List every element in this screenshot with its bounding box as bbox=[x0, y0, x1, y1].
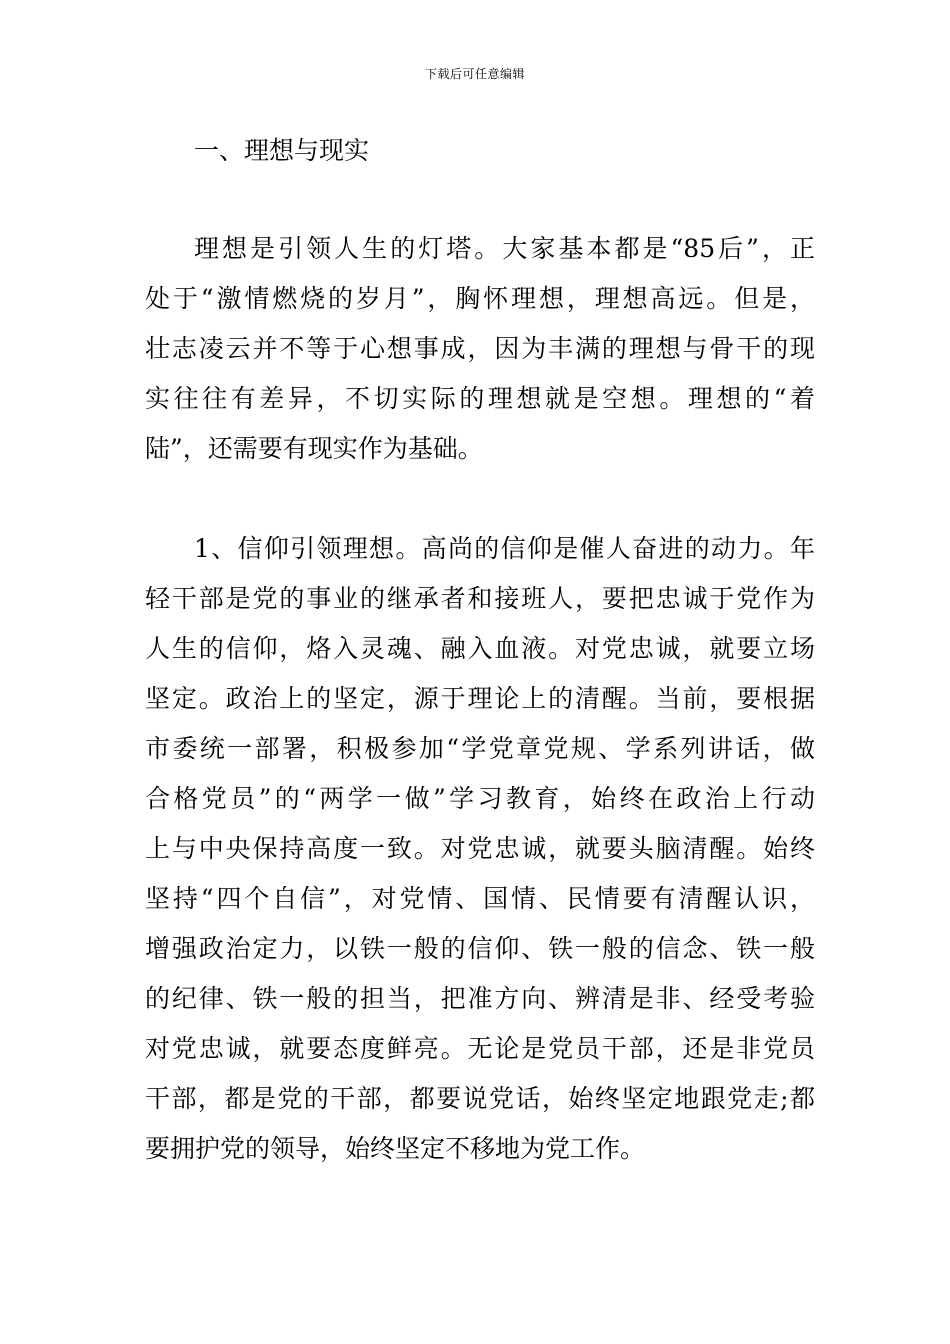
paragraph-ideal-lighthouse bbox=[145, 224, 815, 474]
paragraph-line: 坚持“四个自信”，对党情、国情、民情要有清醒认识， bbox=[145, 884, 815, 913]
paragraph-line: 处于“激情燃烧的岁月”，胸怀理想，理想高远。但是， bbox=[145, 284, 815, 313]
paragraph-line: 市委统一部署，积极参加“学党章党规、学系列讲话，做 bbox=[145, 734, 815, 763]
paragraph-line: 理想是引领人生的灯塔。大家基本都是“85后”，正 bbox=[194, 234, 815, 263]
paragraph-faith-leads-ideal bbox=[145, 524, 815, 1174]
paragraph-line: 上与中央保持高度一致。对党忠诚，就要头脑清醒。始终 bbox=[145, 834, 815, 863]
paragraph-line: 干部，都是党的干部，都要说党话，始终坚定地跟党走;都 bbox=[145, 1084, 815, 1113]
paragraph-line: 人生的信仰，烙入灵魂、融入血液。对党忠诚，就要立场 bbox=[145, 634, 815, 663]
paragraph-line: 要拥护党的领导，始终坚定不移地为党工作。 bbox=[145, 1134, 646, 1163]
paragraph-line: 坚定。政治上的坚定，源于理论上的清醒。当前，要根据 bbox=[145, 684, 815, 713]
paragraph-line: 合格党员”的“两学一做”学习教育，始终在政治上行动 bbox=[145, 784, 815, 813]
section-heading: 一、理想与现实 bbox=[194, 136, 370, 165]
paragraph-line: 壮志凌云并不等于心想事成，因为丰满的理想与骨干的现 bbox=[145, 334, 815, 363]
header-note: 下载后可任意编辑 bbox=[424, 67, 525, 81]
paragraph-line: 轻干部是党的事业的继承者和接班人，要把忠诚于党作为 bbox=[145, 584, 815, 613]
paragraph-line: 增强政治定力，以铁一般的信仰、铁一般的信念、铁一般 bbox=[145, 934, 815, 963]
paragraph-line: 的纪律、铁一般的担当，把准方向、辨清是非、经受考验 bbox=[145, 984, 815, 1013]
paragraph-line: 实往往有差异，不切实际的理想就是空想。理想的“着 bbox=[145, 384, 815, 413]
paragraph-line: 对党忠诚，就要态度鲜亮。无论是党员干部，还是非党员 bbox=[145, 1034, 815, 1063]
paragraph-line: 陆”，还需要有现实作为基础。 bbox=[145, 434, 483, 463]
paragraph-line: 1、信仰引领理想。高尚的信仰是催人奋进的动力。年 bbox=[194, 534, 815, 563]
